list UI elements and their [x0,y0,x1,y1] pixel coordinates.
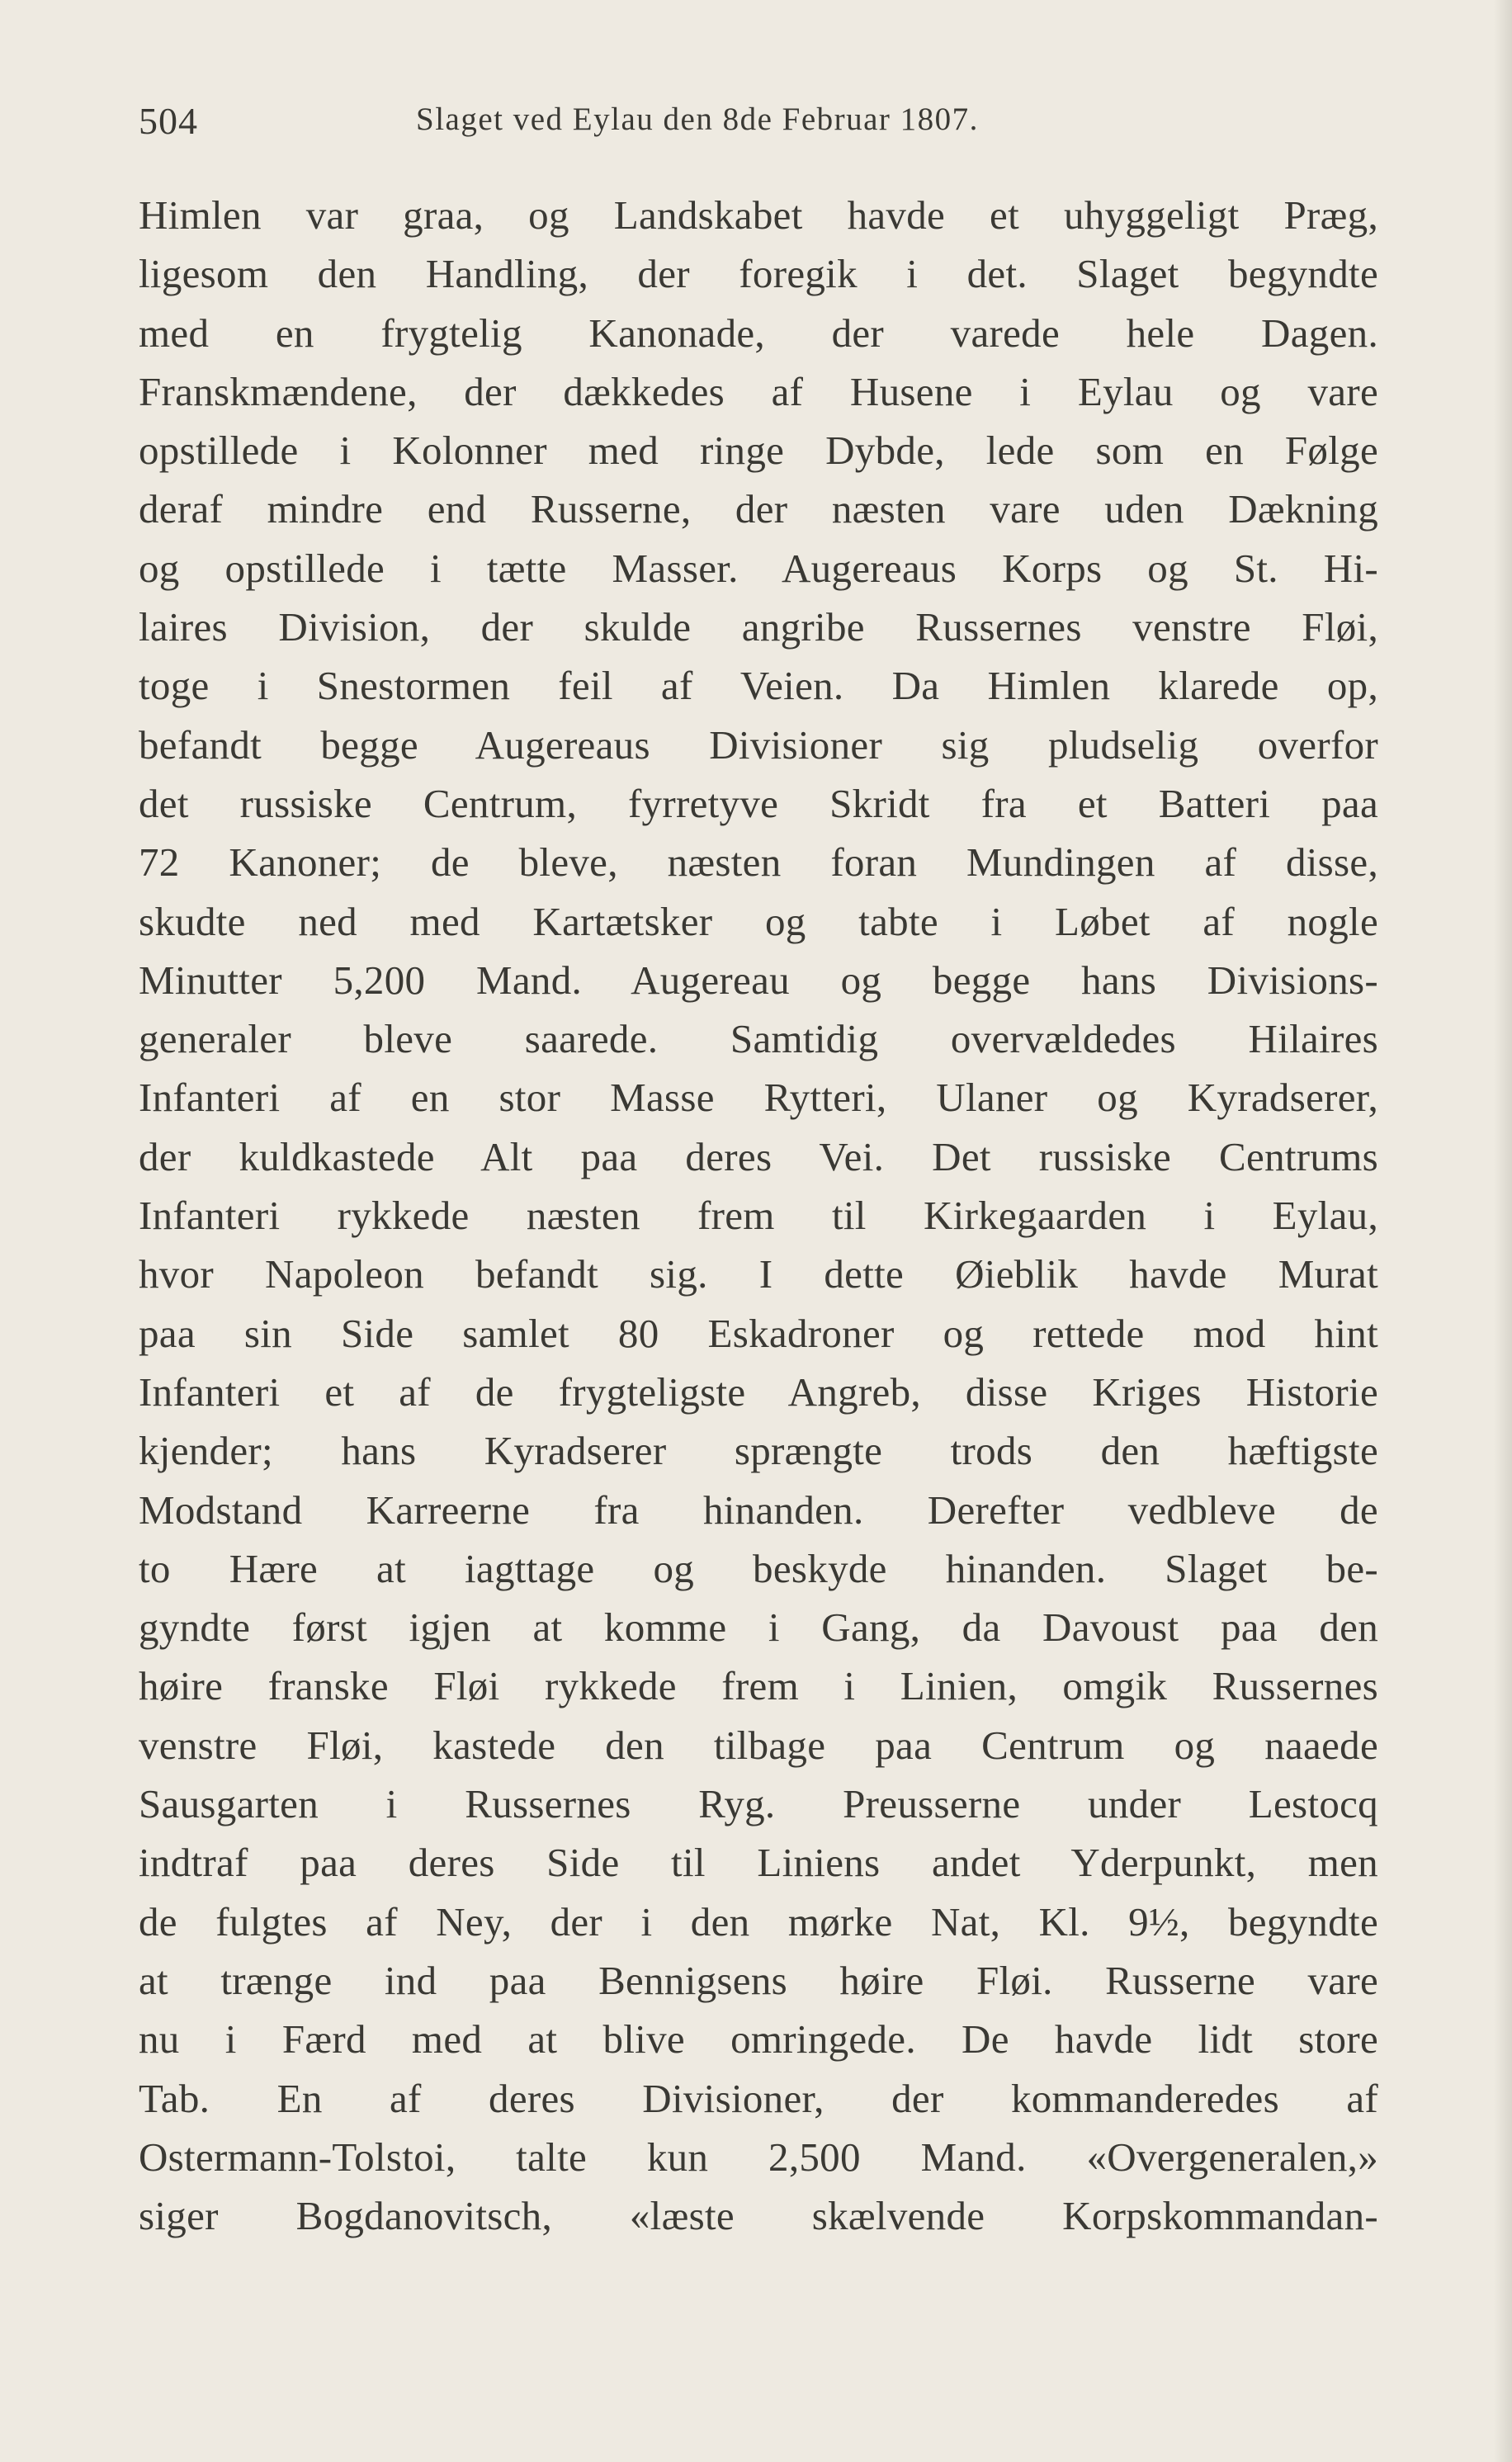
text-line: paa sin Side samlet 80 Eskadroner og rettede mod hint [139,1310,1378,1356]
text-line: kjender; hans Kyradserer sprængte trods den hæftigste [139,1428,1378,1474]
text-line: befandt begge Augereaus Divisioner sig pludselig overfor [139,721,1378,768]
text-line: ligesom den Handling, der foregik i det. Slaget begyndte [139,251,1378,297]
text-line: generaler bleve saarede. Samtidig overvældedes Hilaires [139,1016,1378,1062]
text-line: opstillede i Kolonner med ringe Dybde, lede som en Følge [139,428,1378,474]
page-edge-shadow [1494,0,1512,2462]
text-line: Tab. En af deres Divisioner, der kommanderedes af [139,2075,1378,2121]
body-text [139,186,1378,2245]
text-line: Ostermann-Tolstoi, talte kun 2,500 Mand. «Overgeneralen,» [139,2134,1378,2180]
text-line: skudte ned med Kartætsker og tabte i Løbet af nogle [139,898,1378,944]
text-line: nu i Færd med at blive omringede. De havde lidt store [139,2016,1378,2063]
text-line: deraf mindre end Russerne, der næsten vare uden Dækning [139,486,1378,532]
text-line: og opstillede i tætte Masser. Augereaus Korps og St. Hi- [139,545,1378,591]
text-line: høire franske Fløi rykkede frem i Linien, omgik Russernes [139,1663,1378,1709]
page-number: 504 [139,100,198,142]
text-line: laires Division, der skulde angribe Russernes venstre Fløi, [139,604,1378,650]
text-line: gyndte først igjen at komme i Gang, da Davoust paa den [139,1604,1378,1651]
text-line: indtraf paa deres Side til Liniens andet Yderpunkt, men [139,1840,1378,1886]
text-line: at trænge ind paa Bennigsens høire Fløi. Russerne vare [139,1957,1378,2003]
text-line: 72 Kanoner; de bleve, næsten foran Mundingen af disse, [139,839,1378,886]
text-line: Sausgarten i Russernes Ryg. Preusserne under Lestocq [139,1781,1378,1827]
text-line: Franskmændene, der dækkedes af Husene i Eylau og vare [139,368,1378,414]
text-line: de fulgtes af Ney, der i den mørke Nat, Kl. 9½, begyndte [139,1898,1378,1945]
text-line: det russiske Centrum, fyrretyve Skridt fra et Batteri paa [139,780,1378,826]
text-line: med en frygtelig Kanonade, der varede hele Dagen. [139,310,1378,356]
text-line: toge i Snestormen feil af Veien. Da Himlen klarede op, [139,663,1378,709]
text-line: Infanteri af en stor Masse Rytteri, Ulaner og Kyradserer, [139,1075,1378,1121]
page-header [139,92,1393,142]
text-line: der kuldkastede Alt paa deres Vei. Det russiske Centrums [139,1133,1378,1179]
text-line: venstre Fløi, kastede den tilbage paa Centrum og naaede [139,1722,1378,1768]
running-head: Slaget ved Eylau den 8de Februar 1807. [416,102,979,137]
text-line: Infanteri et af de frygteligste Angreb, disse Kriges Historie [139,1368,1378,1415]
text-line: Infanteri rykkede næsten frem til Kirkegaarden i Eylau, [139,1193,1378,1239]
text-line: Modstand Karreerne fra hinanden. Derefter vedbleve de [139,1486,1378,1533]
text-line: siger Bogdanovitsch, «læste skælvende Korpskommandan- [139,2193,1378,2239]
text-line: Himlen var graa, og Landskabet havde et uhyggeligt Præg, [139,192,1378,238]
text-line: to Hære at iagttage og beskyde hinanden. Slaget be- [139,1545,1378,1591]
text-line: Minutter 5,200 Mand. Augereau og begge hans Divisions- [139,957,1378,1003]
text-line: hvor Napoleon befandt sig. I dette Øieblik havde Murat [139,1251,1378,1297]
